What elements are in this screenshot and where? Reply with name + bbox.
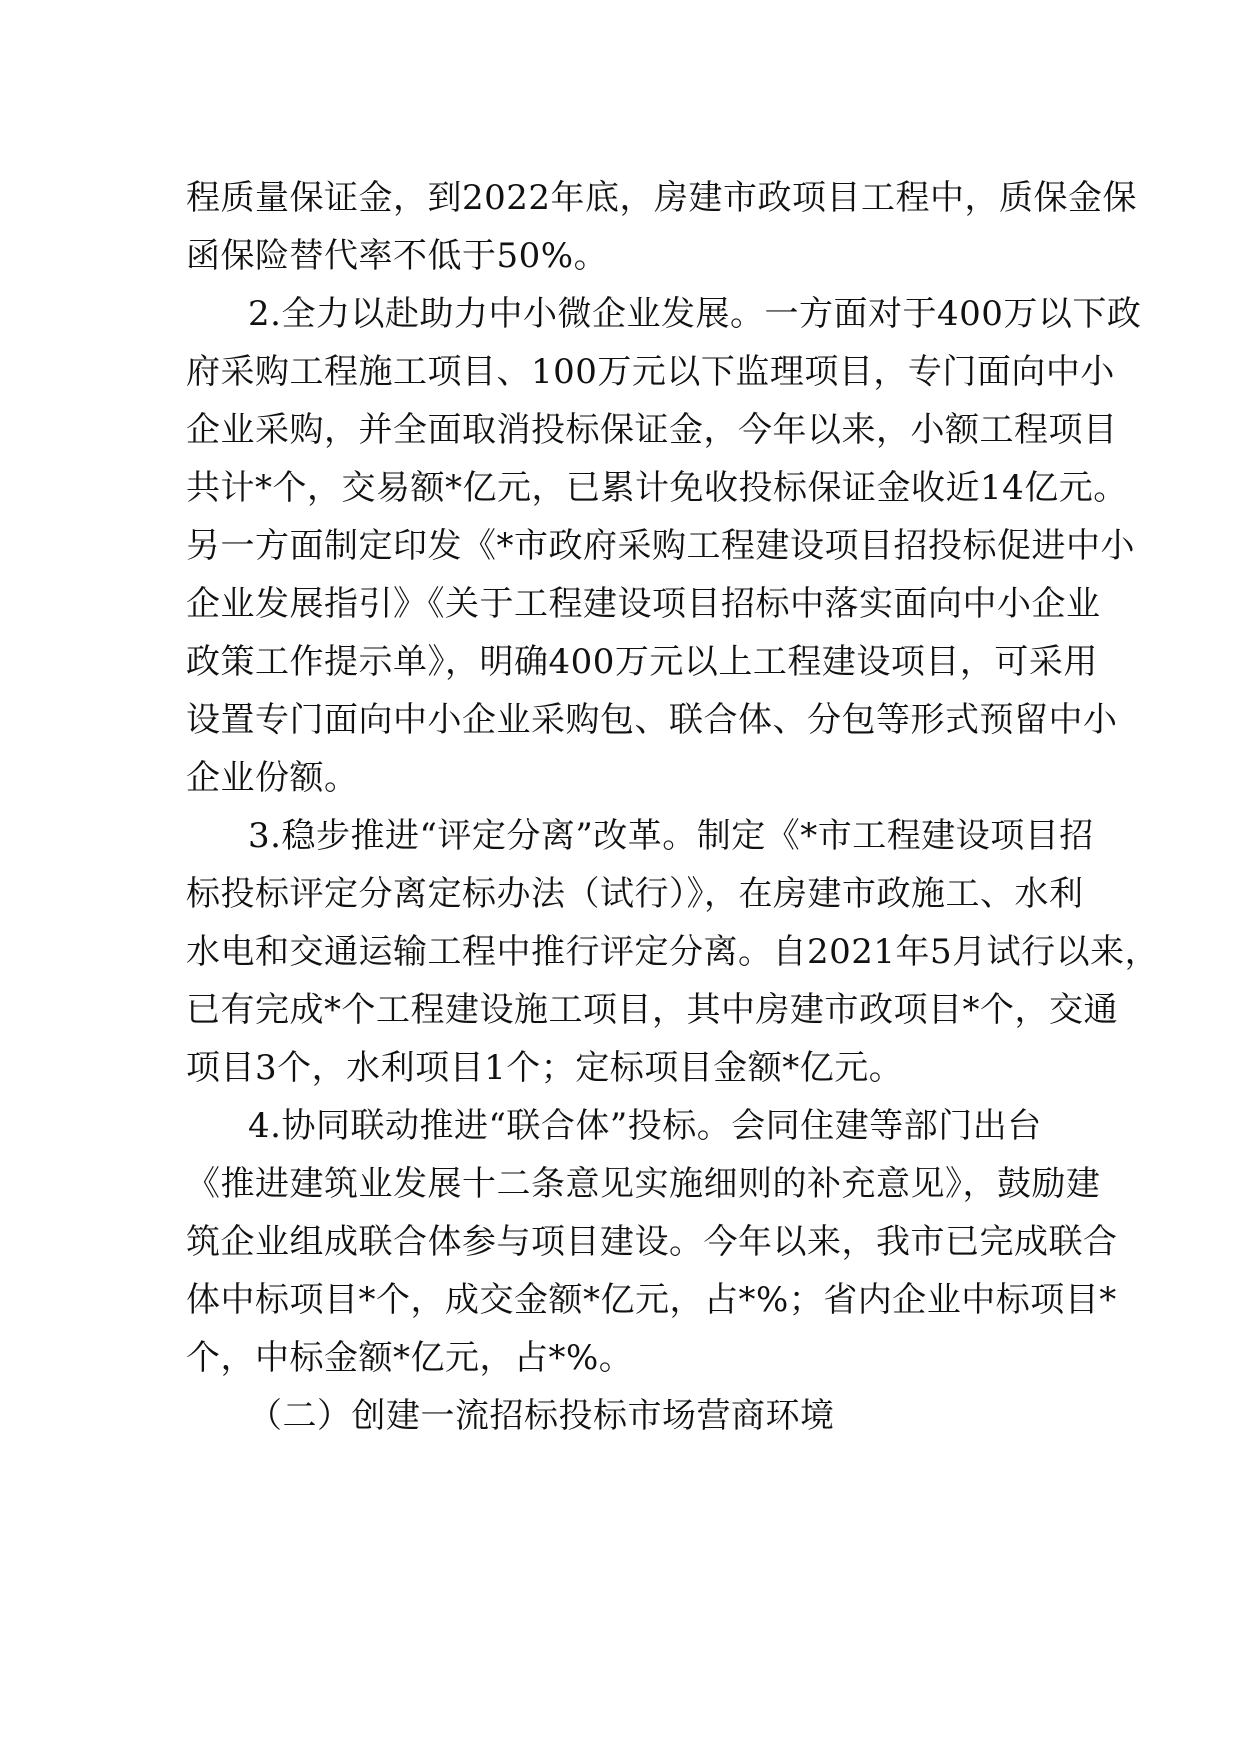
text-line: 企业份额。 [186,758,359,798]
text-line: 府采购工程施工项目、100万元以下监理项目，专门面向中小 [186,352,1115,392]
section-heading: （二）创建一流招标投标市场营商环境 [248,1396,835,1436]
text-line: 项目3个，水利项目1个；定标项目金额*亿元。 [186,1048,904,1088]
text-line: 已有完成*个工程建设施工项目，其中房建市政项目*个，交通 [186,990,1118,1030]
text-line: 企业采购，并全面取消投标保证金，今年以来，小额工程项目 [186,410,1118,450]
text-line: 函保险替代率不低于50%。 [186,236,609,276]
text-line: 设置专门面向中小企业采购包、联合体、分包等形式预留中小 [186,700,1118,740]
text-line: 水电和交通运输工程中推行评定分离。自2021年5月试行以来， [186,932,1160,972]
paragraph-heading: 4.协同联动推进“联合体”投标。会同住建等部门出台 [248,1106,1042,1146]
paragraph-heading: 3.稳步推进“评定分离”改革。制定《*市工程建设项目招 [248,816,1094,856]
paragraph-heading: 2.全力以赴助力中小微企业发展。一方面对于400万以下政 [248,294,1142,334]
text-line: 个，中标金额*亿元，占*%。 [186,1338,634,1378]
text-line: 共计*个，交易额*亿元，已累计免收投标保证金收近14亿元。 [186,468,1128,508]
text-line: 体中标项目*个，成交金额*亿元，占*%；省内企业中标项目* [186,1280,1117,1320]
text-line: 另一方面制定印发《*市政府采购工程建设项目招投标促进中小 [186,526,1135,566]
text-line: 《推进建筑业发展十二条意见实施细则的补充意见》，鼓励建 [186,1164,1101,1204]
text-line: 政策工作提示单》，明确400万元以上工程建设项目，可采用 [186,642,1098,682]
text-line: 标投标评定分离定标办法（试行）》，在房建市政施工、水利 [186,874,1084,914]
text-line: 程质量保证金，到2022年底，房建市政项目工程中，质保金保 [186,178,1138,218]
text-line: 筑企业组成联合体参与项目建设。今年以来，我市已完成联合 [186,1222,1118,1262]
text-line: 企业发展指引》《关于工程建设项目招标中落实面向中小企业 [186,584,1101,624]
